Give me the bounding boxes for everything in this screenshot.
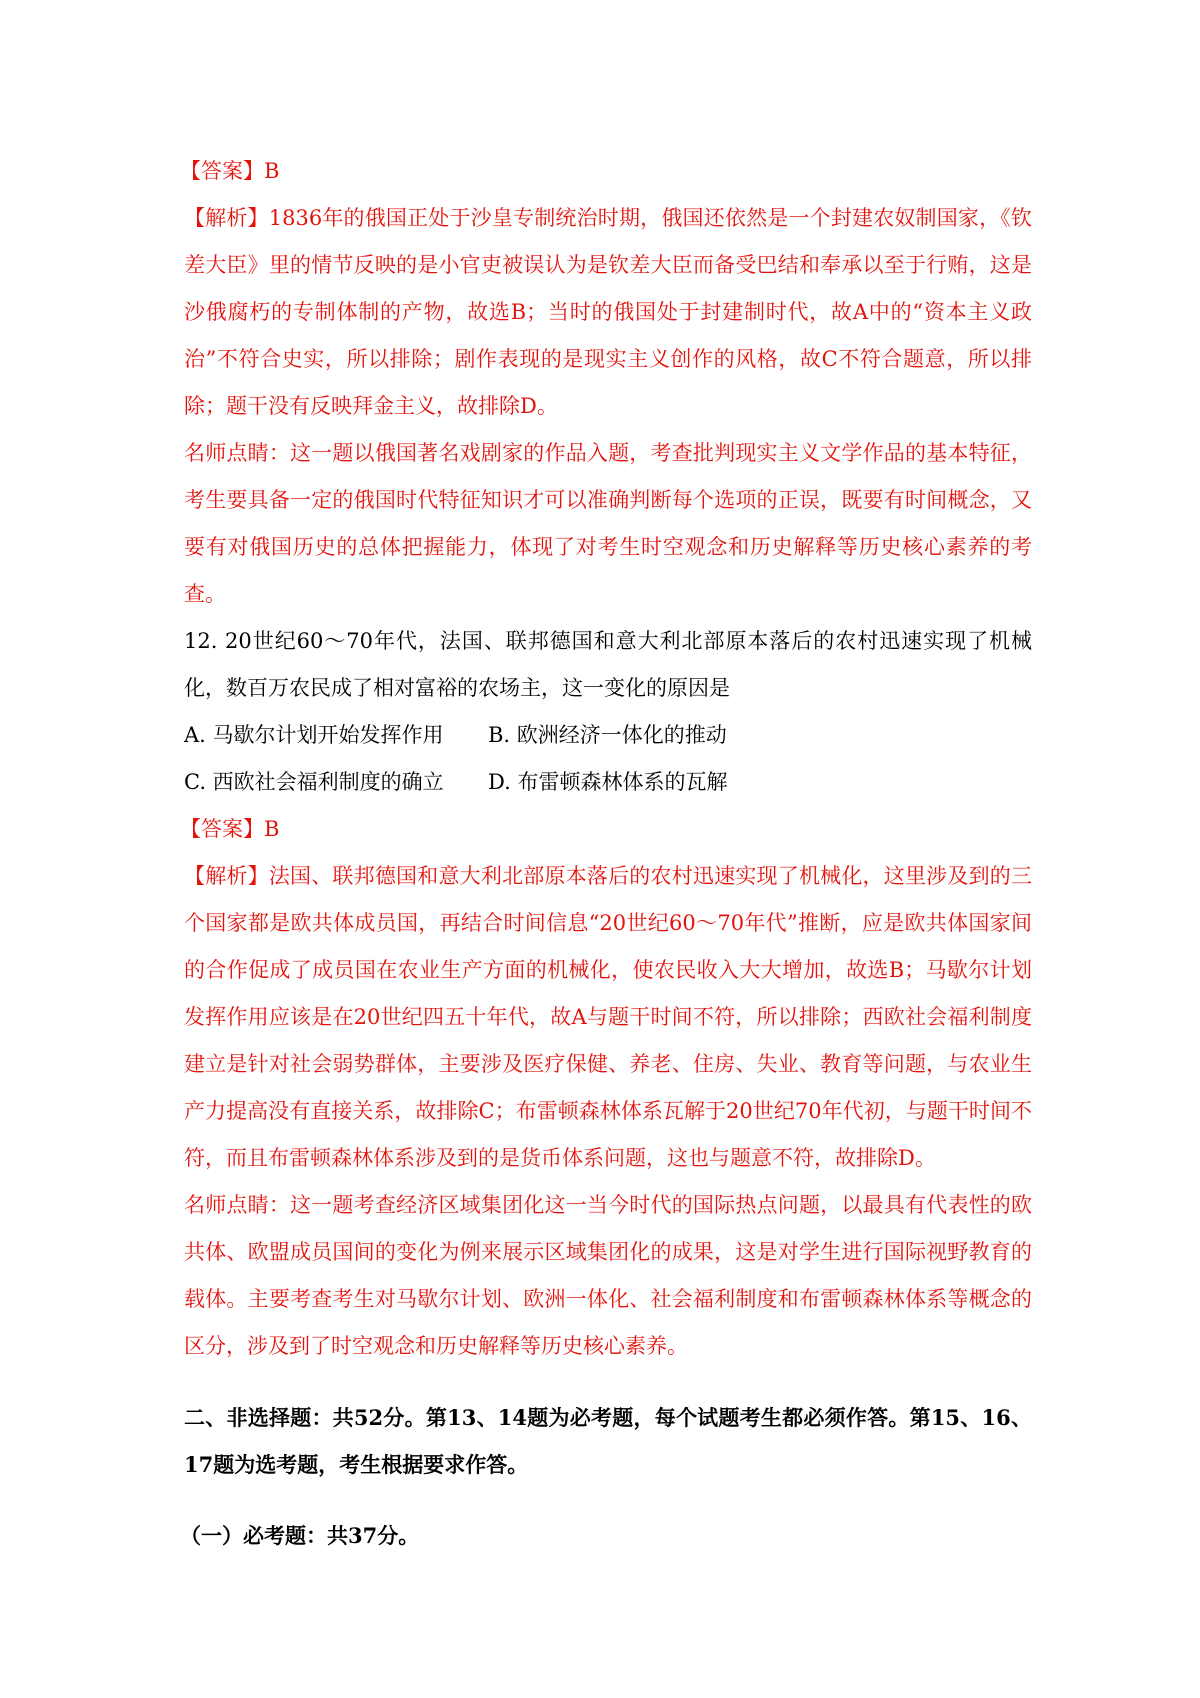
q12-stem: 12. 20世纪60～70年代，法国、联邦德国和意大利北部原本落后的农村迅速实现了机械化，数百万农民成了相对富裕的农场主，这一变化的原因是 xyxy=(184,629,1032,700)
q12-option-c: C. 西欧社会福利制度的确立 xyxy=(184,770,444,794)
q12-teacher-note: 名师点睛：这一题考查经济区域集团化这一当今时代的国际热点问题，以最具有代表性的欧共体、欧盟成员国间的变化为例来展示区域集团化的成果，这是对学生进行国际视野教育的载体。主要考查考生对马歇尔计划、欧洲一体化、社会福利制度和布雷顿森林体系等概念的区分，涉及到了时空观念和历史解释等历史核心素养。 xyxy=(184,1193,1032,1358)
section-2-subheading: （一）必考题：共37分。 xyxy=(180,1523,420,1548)
q12-options-row-2 xyxy=(184,759,1032,806)
section-2-heading: 二、非选择题：共52分。第13、14题为必考题，每个试题考生都必须作答。第15、16、17题为选考题，考生根据要求作答。 xyxy=(184,1405,1032,1477)
q12-option-d: D. 布雷顿森林体系的瓦解 xyxy=(488,770,728,794)
q12-options-row-1 xyxy=(184,712,1032,759)
q12-answer: 【答案】B xyxy=(180,817,280,841)
q12-option-a: A. 马歇尔计划开始发挥作用 xyxy=(184,723,444,747)
q11-teacher-note: 名师点睛：这一题以俄国著名戏剧家的作品入题，考查批判现实主义文学作品的基本特征，考生要具备一定的俄国时代特征知识才可以准确判断每个选项的正误，既要有时间概念，又要有对俄国历史的总体把握能力，体现了对考生时空观念和历史解释等历史核心素养的考查。 xyxy=(184,441,1032,606)
q12-analysis: 【解析】法国、联邦德国和意大利北部原本落后的农村迅速实现了机械化，这里涉及到的三个国家都是欧共体成员国，再结合时间信息“20世纪60～70年代”推断，应是欧共体国家间的合作促成了成员国在农业生产方面的机械化，使农民收入大大增加，故选B；马歇尔计划发挥作用应该是在20世纪四五十年代，故A与题干时间不符，所以排除；西欧社会福利制度建立是针对社会弱势群体，主要涉及医疗保健、养老、住房、失业、教育等问题，与农业生产力提高没有直接关系，故排除C；布雷顿森林体系瓦解于20世纪70年代初，与题干时间不符，而且布雷顿森林体系涉及到的是货币体系问题，这也与题意不符，故排除D。 xyxy=(184,864,1032,1170)
q11-analysis: 【解析】1836年的俄国正处于沙皇专制统治时期，俄国还依然是一个封建农奴制国家，《钦差大臣》里的情节反映的是小官吏被误认为是钦差大臣而备受巴结和奉承以至于行贿，这是沙俄腐朽的专制体制的产物，故选B；当时的俄国处于封建制时代，故A中的“资本主义政治”不符合史实，所以排除；剧作表现的是现实主义创作的风格，故C不符合题意，所以排除；题干没有反映拜金主义，故排除D。 xyxy=(184,206,1032,418)
q12-option-b: B. 欧洲经济一体化的推动 xyxy=(488,723,727,747)
q11-answer: 【答案】B xyxy=(180,159,280,183)
